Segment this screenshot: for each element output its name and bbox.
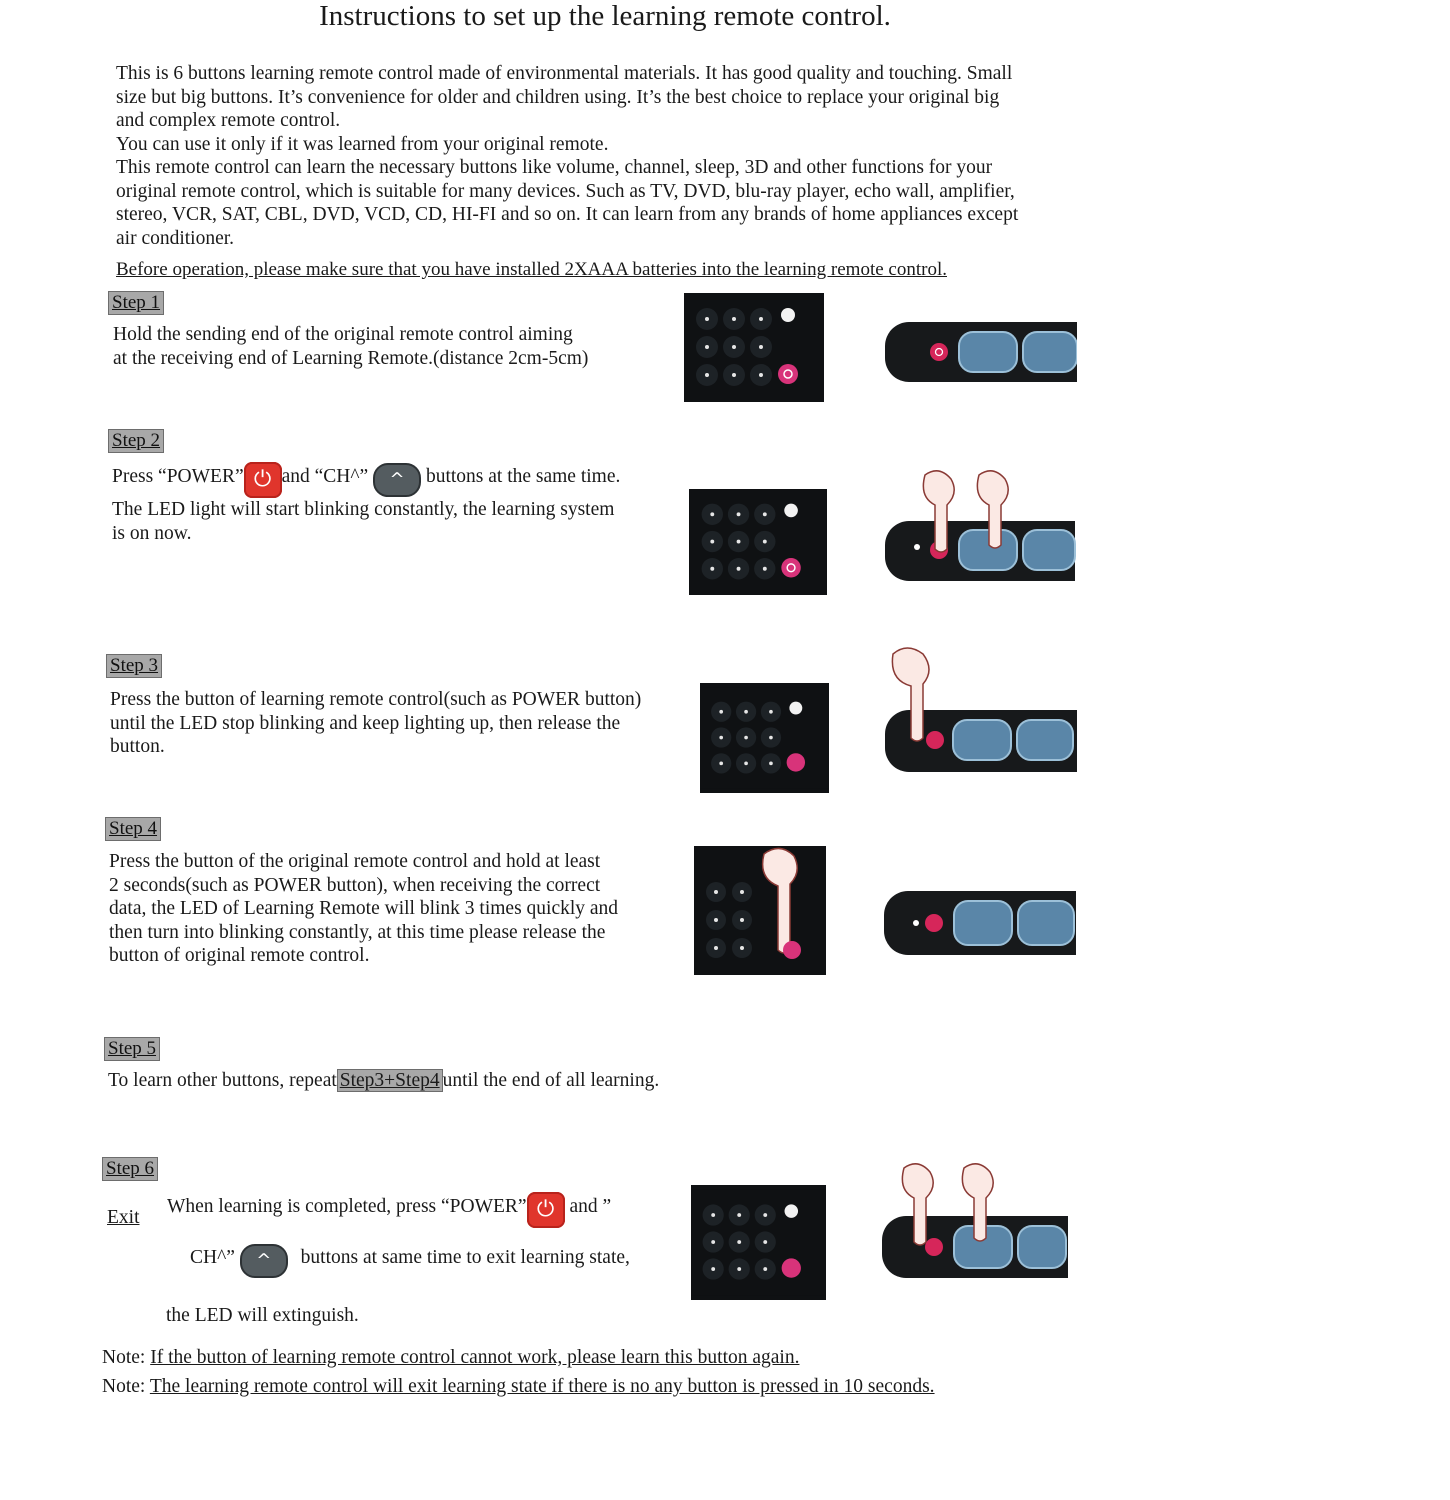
original-remote-image (684, 293, 824, 402)
step-line: Press the button of the original remote control and hold at least (109, 851, 601, 872)
intro-line: original remote control, which is suitable for many devices. Such as TV, DVD, blu-ray player, echo wall, amplifier, (116, 180, 1015, 202)
page-title: Instructions to set up the learning remote control. (319, 0, 891, 32)
ch-up-icon: ^ (240, 1244, 288, 1278)
step-6-line-1 (167, 1192, 611, 1228)
step-2-text (112, 462, 682, 545)
step-line: Hold the sending end of the original remote control aiming (113, 324, 573, 345)
original-remote-pressed-image (694, 846, 826, 975)
learning-remote-two-hands-image (882, 1160, 1070, 1280)
learning-remote-image (885, 320, 1077, 384)
step-6-ch: CH^” (190, 1247, 235, 1268)
note-label: Note: (102, 1376, 146, 1397)
step-line: is on now. (112, 522, 192, 544)
step-3-text (110, 688, 700, 759)
step-line: then turn into blinking constantly, at this time please release the (109, 921, 606, 943)
note-text: If the button of learning remote control cannot work, please learn this button again. (150, 1347, 800, 1368)
original-remote-image (700, 683, 829, 793)
step-line: 2 seconds(such as POWER button), when receiving the correct (109, 874, 601, 896)
power-icon: ⏻ (244, 462, 282, 498)
step-5-badge: Step 5 (104, 1037, 160, 1061)
step-6-and: and ” (569, 1196, 612, 1217)
step-line: Press the button of learning remote control(such as POWER button) (110, 689, 642, 710)
step-1-text (113, 323, 673, 370)
intro-line: and complex remote control. (116, 110, 341, 131)
battery-note: Before operation, please make sure that you have installed 2XAAA batteries into the learning remote control. (116, 259, 947, 280)
step-4-text (109, 850, 679, 968)
step-5-text (108, 1069, 748, 1093)
intro-line: size but big buttons. It’s convenience for older and children using. It’s the best choice to replace your original big (116, 86, 1000, 108)
step-line: at the receiving end of Learning Remote.(distance 2cm-5cm) (113, 347, 589, 369)
step-2-first-line (112, 462, 682, 498)
step-line: button. (110, 736, 165, 757)
step-6-line-3: the LED will extinguish. (166, 1305, 359, 1326)
step-6-press-power: When learning is completed, press “POWER” (167, 1196, 527, 1217)
step-5-before: To learn other buttons, repeat (108, 1070, 337, 1091)
step-3-badge: Step 3 (106, 654, 162, 678)
press-power-label: Press “POWER” (112, 466, 244, 487)
step-line: button of original remote control. (109, 945, 370, 966)
learning-remote-two-hands-image (885, 465, 1077, 583)
step-6-buttons-text: buttons at same time to exit learning state, (300, 1247, 630, 1268)
note-text: The learning remote control will exit learning state if there is no any button is pressed in 10 seconds. (149, 1376, 935, 1397)
and-ch-label: and “CH^” (281, 466, 369, 487)
exit-label: Exit (107, 1207, 140, 1228)
step-4-badge: Step 4 (105, 817, 161, 841)
step-6-badge: Step 6 (102, 1157, 158, 1181)
note-2 (102, 1375, 935, 1399)
step3-step4-badge: Step3+Step4 (337, 1069, 443, 1092)
step-6-line-2 (190, 1244, 630, 1278)
step-1-badge: Step 1 (108, 291, 164, 315)
intro-line: air conditioner. (116, 227, 235, 249)
learning-remote-image (884, 889, 1076, 957)
intro-line: This remote control can learn the necessary buttons like volume, channel, sleep, 3D and other functions for your (116, 157, 993, 178)
step-2-badge: Step 2 (108, 429, 164, 453)
original-remote-image (691, 1185, 826, 1300)
intro-line: You can use it only if it was learned from your original remote. (116, 133, 609, 155)
step-5-after: until the end of all learning. (442, 1070, 660, 1091)
step-line: data, the LED of Learning Remote will blink 3 times quickly and (109, 898, 619, 919)
original-remote-image (689, 489, 827, 595)
same-time-label: buttons at the same time. (425, 466, 621, 487)
intro-paragraph (116, 62, 1106, 250)
learning-remote-one-hand-image (885, 640, 1077, 774)
note-label: Note: (102, 1347, 146, 1368)
ch-up-icon: ^ (373, 463, 421, 497)
note-1 (102, 1346, 799, 1370)
intro-line: This is 6 buttons learning remote control made of environmental materials. It has good quality and touching. Small (116, 63, 1013, 84)
intro-line: stereo, VCR, SAT, CBL, DVD, VCD, CD, HI-FI and so on. It can learn from any brands of home appliances except (116, 204, 1019, 225)
step-line: The LED light will start blinking constantly, the learning system (112, 499, 615, 520)
power-icon: ⏻ (527, 1192, 565, 1228)
step-line: until the LED stop blinking and keep lighting up, then release the (110, 712, 621, 734)
